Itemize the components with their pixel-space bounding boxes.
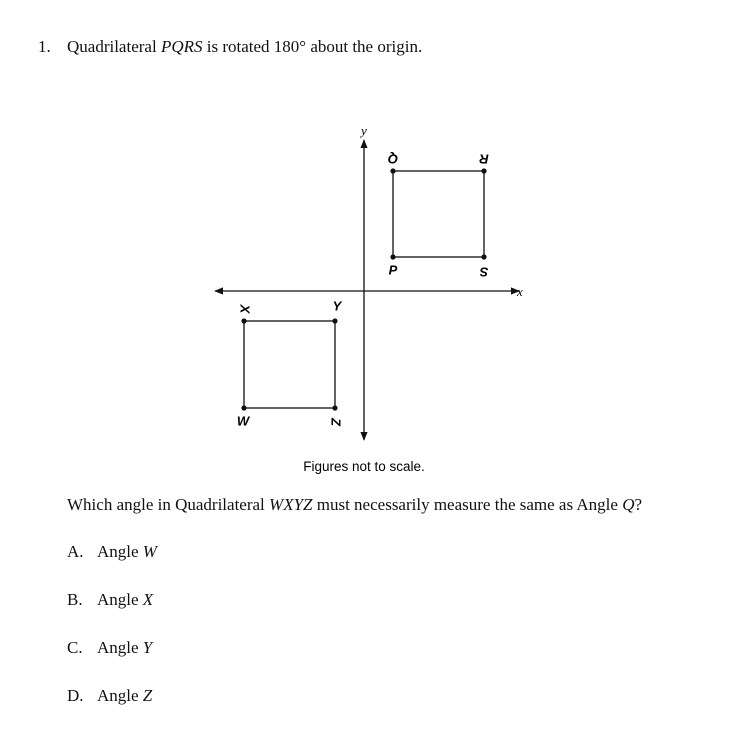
vertex-point-w [241,405,246,410]
prompt-text-middle: must necessarily measure the same as Angle [312,495,623,514]
choice-label: Angle [97,638,143,657]
choice-letter: D. [67,686,84,705]
choice-letter: B. [67,590,83,609]
vertex-point-y [332,318,337,323]
vertex-point-x [241,318,246,323]
quadrilateral-wxyz [244,321,335,408]
question-text-after: is rotated 180° about the origin. [202,37,423,56]
choice-letter: C. [67,638,83,657]
choice-variable: W [142,542,157,561]
y-axis-label: y [361,123,367,138]
vertex-label-q: Q [387,151,399,167]
answer-choice-d[interactable] [67,685,152,707]
choice-label: Angle [97,590,143,609]
vertex-point-q [390,168,395,173]
vertex-point-z [332,405,337,410]
question-prompt [67,494,642,516]
choice-letter: A. [67,542,84,561]
question-shape-name: PQRS [160,37,203,56]
question-number: 1. [38,37,51,56]
figure-caption: Figures not to scale. [303,459,425,474]
vertex-label-r: R [479,151,489,167]
choice-variable: Z [142,686,153,705]
vertex-point-p [390,254,395,259]
vertex-label-w: W [236,413,250,429]
prompt-shape-name: WXYZ [269,495,313,514]
vertex-label-s: S [479,264,489,280]
vertex-label-y: Y [332,298,342,314]
prompt-angle-var: Q [622,495,635,514]
choice-label: Angle [97,686,143,705]
vertex-label-p: P [388,262,398,278]
vertex-label-x: X [237,304,253,314]
answer-choice-c[interactable] [67,637,152,659]
choice-label: Angle [97,542,143,561]
prompt-text-before: Which angle in Quadrilateral [67,495,270,514]
quadrilateral-pqrs [393,171,484,257]
answer-choice-a[interactable] [67,541,157,563]
choice-variable: Y [142,638,153,657]
vertex-point-s [481,254,486,259]
prompt-text-after: ? [634,495,643,514]
vertex-point-r [481,168,486,173]
x-axis-label: x [517,284,523,299]
choice-variable: X [142,590,154,609]
answer-choice-b[interactable] [67,589,153,611]
vertex-label-z: Z [328,418,344,426]
question-text-before: Quadrilateral [67,37,161,56]
